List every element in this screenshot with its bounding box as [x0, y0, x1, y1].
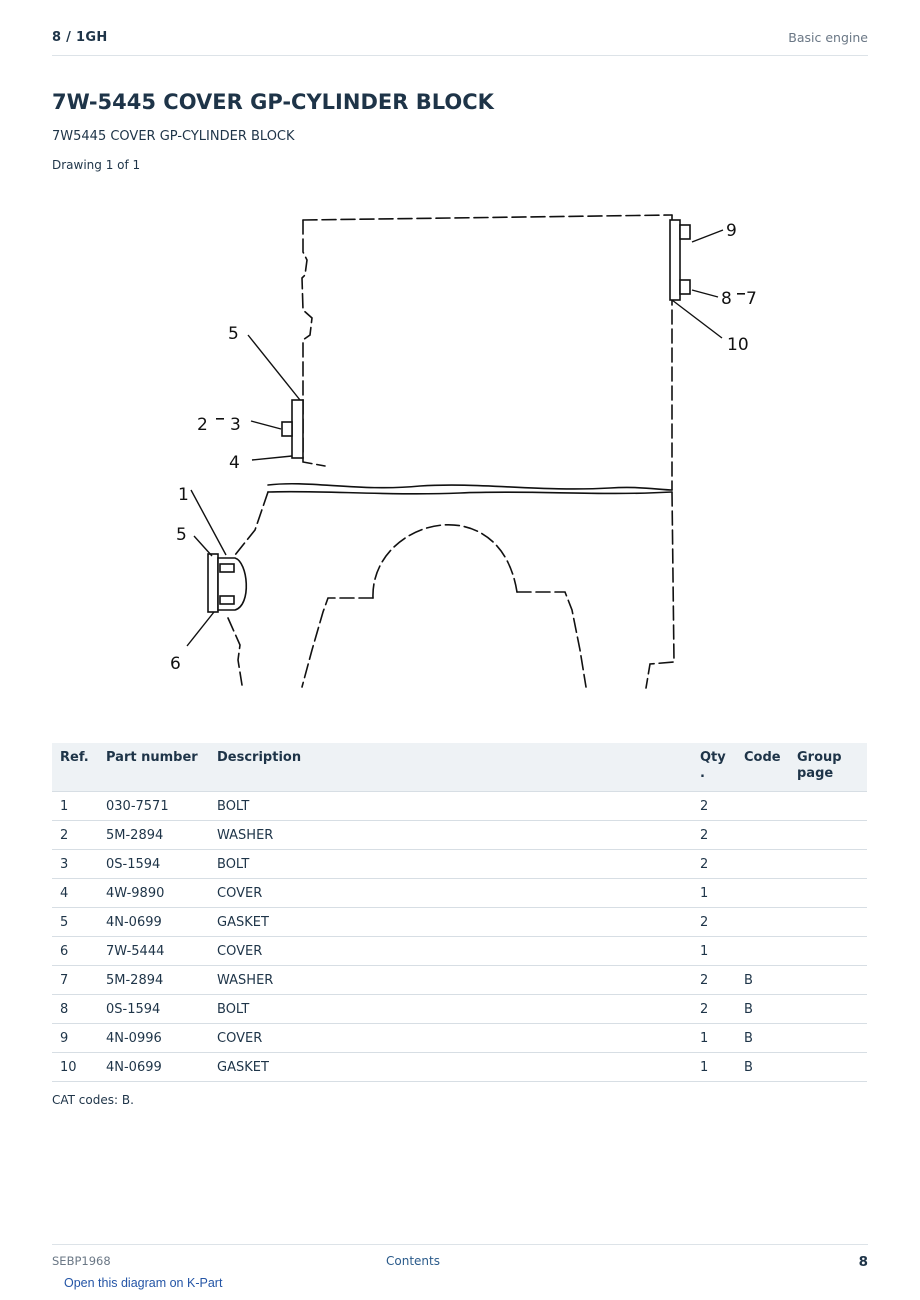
document-id: SEBP1968 [52, 1254, 111, 1268]
col-description: Description [209, 743, 692, 792]
breadcrumb: 8 / 1GH [52, 30, 108, 45]
table-header-row [52, 743, 867, 792]
right-cover-assembly [670, 220, 690, 300]
cell-group-page [789, 937, 867, 966]
callout-5-upper: 5 [228, 324, 239, 344]
cell-ref: 8 [52, 995, 98, 1024]
cell-qty: 1 [692, 1024, 736, 1053]
cell-part-number: 5M-2894 [98, 966, 209, 995]
cell-code [736, 879, 789, 908]
cell-ref: 3 [52, 850, 98, 879]
cell-group-page [789, 908, 867, 937]
cell-description: GASKET [209, 908, 692, 937]
col-group-page: Group page [789, 743, 867, 792]
cell-qty: 2 [692, 966, 736, 995]
callout-10: 10 [727, 335, 749, 355]
cell-group-page [789, 792, 867, 821]
callout-3: 3 [230, 415, 241, 435]
cell-qty: 2 [692, 995, 736, 1024]
table-row [52, 937, 867, 966]
cell-part-number: 4N-0699 [98, 908, 209, 937]
cell-qty: 2 [692, 850, 736, 879]
table-row [52, 1053, 867, 1082]
cell-qty: 2 [692, 792, 736, 821]
table-row [52, 850, 867, 879]
cell-group-page [789, 879, 867, 908]
page-number: 8 [858, 1254, 868, 1270]
callout-1: 1 [178, 485, 189, 505]
callout-labels [170, 221, 757, 674]
page-subtitle: 7W5445 COVER GP-CYLINDER BLOCK [52, 129, 295, 144]
drawing-count-label: Drawing 1 of 1 [52, 158, 141, 172]
cell-description: BOLT [209, 995, 692, 1024]
cell-description: WASHER [209, 966, 692, 995]
cell-code: B [736, 1053, 789, 1082]
table-row [52, 879, 867, 908]
cell-description: COVER [209, 1024, 692, 1053]
callout-9: 9 [726, 221, 737, 241]
page-footer [52, 1244, 868, 1275]
cell-ref: 7 [52, 966, 98, 995]
cell-ref: 2 [52, 821, 98, 850]
cell-code: B [736, 1024, 789, 1053]
cell-code [736, 821, 789, 850]
cell-code [736, 792, 789, 821]
cell-part-number: 7W-5444 [98, 937, 209, 966]
table-row [52, 966, 867, 995]
cell-qty: 1 [692, 1053, 736, 1082]
cell-part-number: 0S-1594 [98, 850, 209, 879]
parts-diagram [160, 200, 780, 695]
table-row [52, 908, 867, 937]
cell-ref: 6 [52, 937, 98, 966]
cell-ref: 9 [52, 1024, 98, 1053]
cell-description: WASHER [209, 821, 692, 850]
col-part-number: Part number [98, 743, 209, 792]
cell-ref: 4 [52, 879, 98, 908]
cell-group-page [789, 1053, 867, 1082]
cell-description: COVER [209, 937, 692, 966]
cell-qty: 1 [692, 937, 736, 966]
page-header [52, 28, 868, 56]
parts-table-body [52, 792, 867, 1082]
section-name: Basic engine [788, 30, 868, 45]
cat-codes-note: CAT codes: B. [52, 1093, 134, 1107]
cell-ref: 1 [52, 792, 98, 821]
cell-qty: 2 [692, 908, 736, 937]
cell-code [736, 908, 789, 937]
cell-code: B [736, 966, 789, 995]
table-row [52, 792, 867, 821]
table-row [52, 995, 867, 1024]
col-ref: Ref. [52, 743, 98, 792]
parts-table [52, 743, 867, 1082]
cell-code: B [736, 995, 789, 1024]
cell-ref: 10 [52, 1053, 98, 1082]
col-code: Code [736, 743, 789, 792]
cell-part-number: 4N-0699 [98, 1053, 209, 1082]
callout-8: 8 [721, 289, 732, 309]
parts-diagram-drawing [160, 200, 780, 695]
cell-description: COVER [209, 879, 692, 908]
callout-2: 2 [197, 415, 208, 435]
cell-description: GASKET [209, 1053, 692, 1082]
callout-7: 7 [746, 289, 757, 309]
table-row [52, 1024, 867, 1053]
col-qty: Qty . [692, 743, 736, 792]
callout-5-lower: 5 [176, 525, 187, 545]
left-cover-assembly [282, 400, 303, 458]
cell-description: BOLT [209, 792, 692, 821]
contents-link[interactable]: Contents [386, 1254, 440, 1268]
cell-part-number: 4N-0996 [98, 1024, 209, 1053]
cell-code [736, 850, 789, 879]
callout-6: 6 [170, 654, 181, 674]
page-title: 7W-5445 COVER GP-CYLINDER BLOCK [52, 90, 494, 114]
lower-cover-assembly [208, 554, 246, 612]
cell-group-page [789, 966, 867, 995]
cell-part-number: 030-7571 [98, 792, 209, 821]
cell-part-number: 5M-2894 [98, 821, 209, 850]
cell-ref: 5 [52, 908, 98, 937]
cell-group-page [789, 821, 867, 850]
table-row [52, 821, 867, 850]
cell-qty: 2 [692, 821, 736, 850]
cell-group-page [789, 1024, 867, 1053]
cell-qty: 1 [692, 879, 736, 908]
cell-code [736, 937, 789, 966]
cell-group-page [789, 850, 867, 879]
callout-4: 4 [229, 453, 240, 473]
leader-lines [187, 230, 723, 646]
open-in-kpart-link[interactable]: Open this diagram on K-Part [64, 1276, 223, 1290]
cell-description: BOLT [209, 850, 692, 879]
cell-group-page [789, 995, 867, 1024]
cell-part-number: 0S-1594 [98, 995, 209, 1024]
cell-part-number: 4W-9890 [98, 879, 209, 908]
